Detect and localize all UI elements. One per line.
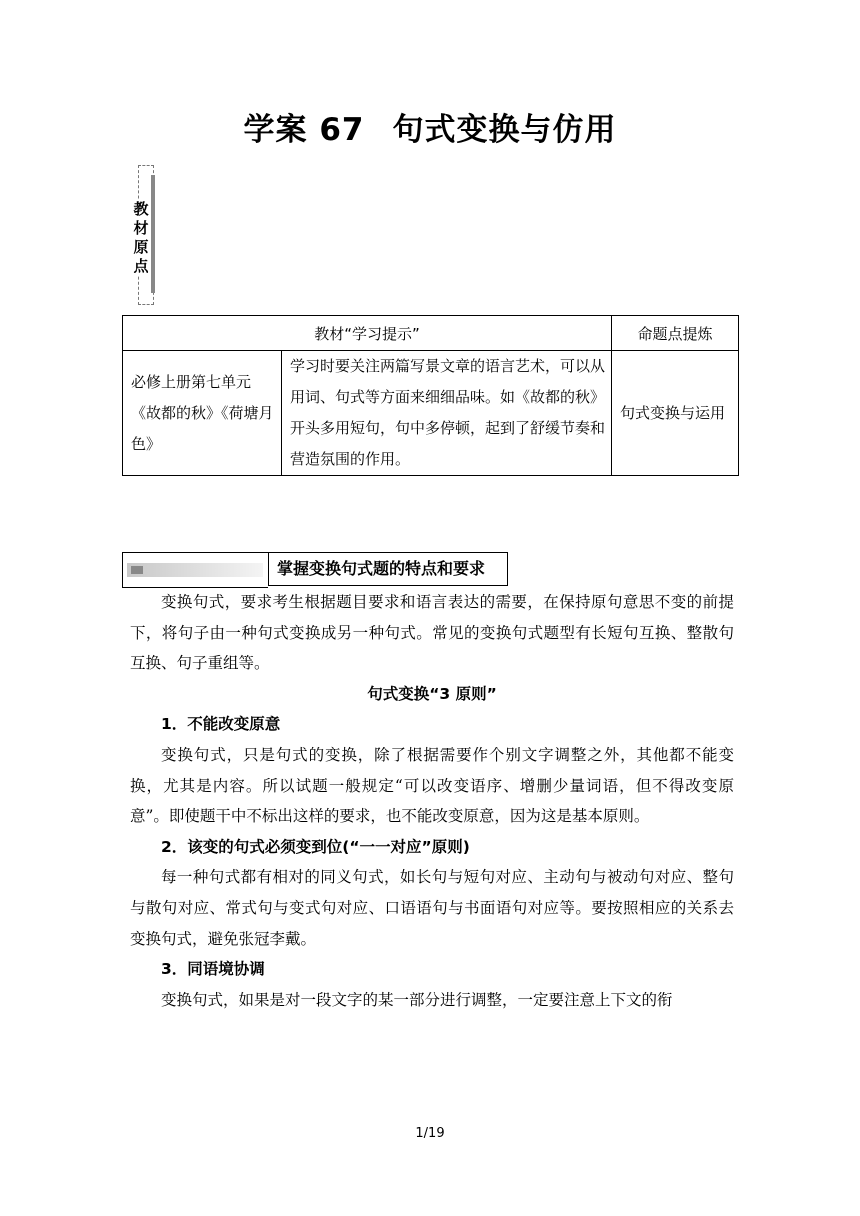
table-header-row <box>123 316 739 351</box>
principle-1-title: 1．不能改变原意 <box>161 715 281 734</box>
section-decoration <box>122 552 268 588</box>
table-cell-tip: 学习时要关注两篇写景文章的语言艺术，可以从用词、句式等方面来细细品味。如《故都的秋》开头多用短句，句中多停顿，起到了舒缓节奏和营造氛围的作用。 <box>282 351 612 476</box>
principles-title: 句式变换“3 原则” <box>367 684 497 703</box>
table-header-points: 命题点提炼 <box>612 316 739 351</box>
principle-2-text: 每一种句式都有相对的同义句式，如长句与短句对应、主动句与被动句对应、整句与散句对应、常式句与变式句对应、口语语句与书面语句对应等。要按照相应的关系去变换句式，避免张冠李戴。 <box>130 868 734 948</box>
side-tab-bar <box>151 175 155 293</box>
side-tab <box>132 165 154 305</box>
section-heading: 掌握变换句式题的特点和要求 <box>268 552 508 586</box>
table-row <box>123 351 739 476</box>
principle-1-text: 变换句式，只是句式的变换，除了根据需要作个别文字调整之外，其他都不能变换，尤其是内容。所以试题一般规定“可以改变语序、增删少量词语，但不得改变原意”。即使题干中不标出这样的要求，也不能改变原意，因为这是基本原则。 <box>130 745 734 826</box>
table-header-tips: 教材“学习提示” <box>123 316 612 351</box>
principle-2-title: 2．该变的句式必须变到位(“一一对应”原则) <box>161 837 470 856</box>
page-number: 1/19 <box>415 1126 445 1141</box>
table-cell-point: 句式变换与运用 <box>612 351 739 476</box>
side-tab-label: 教材原点 <box>133 200 149 275</box>
page-title <box>0 104 860 149</box>
principle-3-title: 3．同语境协调 <box>161 960 265 979</box>
section-marker-icon <box>131 566 143 574</box>
body-text <box>130 587 734 1015</box>
title-topic: 句式变换与仿用 <box>392 112 617 148</box>
table-cell-source: 必修上册第七单元《故都的秋》《荷塘月色》 <box>123 351 282 476</box>
title-number: 学案 67 <box>243 112 365 148</box>
textbook-table <box>122 315 739 476</box>
principle-3-text: 变换句式，如果是对一段文字的某一部分进行调整，一定要注意上下文的衔 <box>161 990 673 1009</box>
section-header <box>122 552 509 586</box>
intro-paragraph: 变换句式，要求考生根据题目要求和语言表达的需要，在保持原句意思不变的前提下，将句子由一种句式变换成另一种句式。常见的变换句式题型有长短句互换、整散句互换、句子重组等。 <box>130 593 734 673</box>
